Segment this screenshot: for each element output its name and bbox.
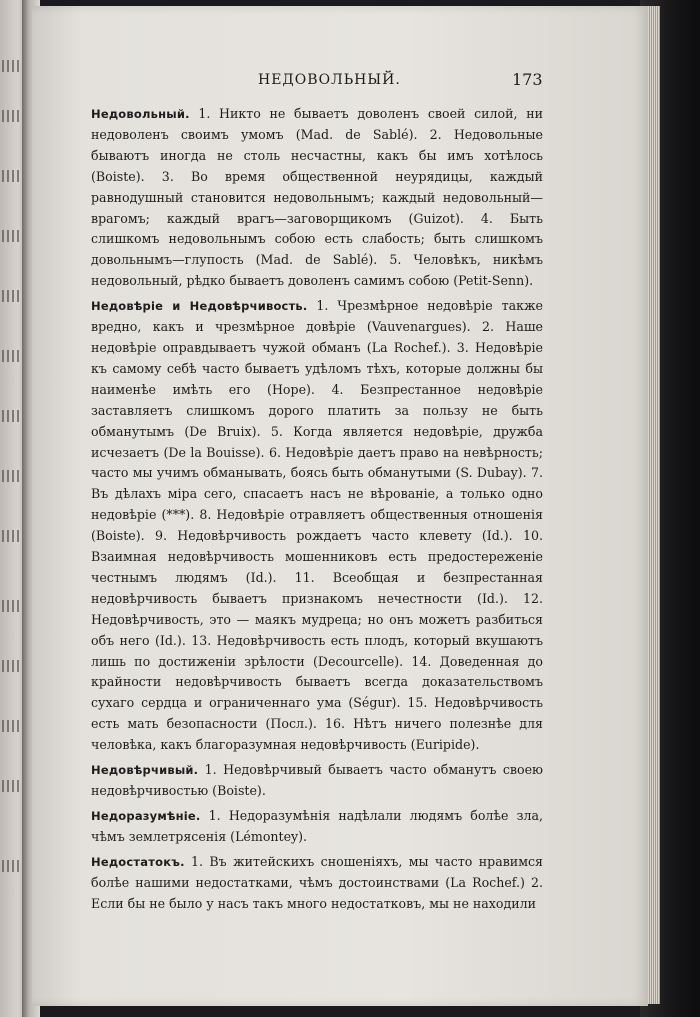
running-head: НЕДОВОЛЬНЫЙ. [258, 72, 401, 88]
facing-page-text-fragment [2, 170, 22, 182]
entry-text: 1. Недоразумѣнія надѣлали людямъ болѣе зла, чѣмъ землетрясенія (Lémontey). [91, 807, 543, 844]
facing-page-text-fragment [2, 720, 22, 732]
page-header [0, 72, 640, 96]
entry-headword: Недостатокъ. [91, 854, 185, 869]
page-number: 173 [512, 70, 543, 89]
entry-nedoverie [91, 296, 543, 756]
facing-page-text-fragment [2, 780, 22, 792]
facing-page-text-fragment [2, 470, 22, 482]
facing-page-text-fragment [2, 410, 22, 422]
page-body [91, 104, 543, 918]
facing-page-text-fragment [2, 110, 22, 122]
facing-page-text-fragment [2, 290, 22, 302]
entry-headword: Недовѣріе и Недовѣрчивость. [91, 299, 308, 314]
facing-page-text-fragment [2, 860, 22, 872]
entry-nedostatok [91, 852, 543, 915]
entry-headword: Недоразумѣніе. [91, 808, 201, 823]
entry-nedovolny [91, 104, 543, 292]
entry-nedoverchivy [91, 760, 543, 802]
facing-page-text-fragment [2, 230, 22, 242]
entry-text: 1. Чрезмѣрное недовѣріе также вредно, какъ и чрезмѣрное довѣріе (Vauvenargues). 2. Наше недовѣріе оправдываетъ чужой обманъ (La Rochef.). 3. Недовѣріе къ самому себѣ часто бываетъ удѣломъ тѣхъ, которые должны бы наименѣе имѣть его (Hope). 4. Безпрестанное недовѣріе заставляетъ слишкомъ дорого платить за пользу не быть обманутымъ (De Bruix). 5. Когда является недовѣріе, дружба исчезаетъ (De la Bouisse). 6. Недовѣріе даетъ право на невѣрность; часто мы учимъ обманывать, боясь быть обманутыми (S. Dubay). 7. Въ дѣлахъ міра сего, спасаетъ насъ не вѣрованіе, а только одно недовѣріе (***). 8. Недовѣріе отравляетъ общественныя отношенія (Boiste). 9. Недовѣрчивость рождаетъ часто клевету (Id.). 10. Взаимная недовѣрчивость мошенниковъ есть предостереженіе честнымъ людямъ (Id.). 11. Всеобщая и безпрестанная недовѣрчивость бываетъ признакомъ нечестности (Id.). 12. Недовѣрчивость, это — маякъ мудреца; но онъ можетъ разбиться объ него (Id.). 13. Недовѣрчивость есть плодъ, который вкушаютъ лишь по достиженіи зрѣлости (Decourcelle). 14. Доведенная до крайности недовѣрчивость бываетъ всегда доказательствомъ сухаго сердца и ограниченнаго ума (Ségur). 15. Недовѣрчивость есть мать безопасности (Посл.). 16. Нѣтъ ничего полезнѣе для человѣка, какъ благоразумная недовѣрчивость (Euripide). [91, 298, 543, 753]
facing-page-text-fragment [2, 60, 22, 72]
facing-page-text-fragment [2, 600, 22, 612]
facing-page-text-fragment [2, 350, 22, 362]
entry-headword: Недовѣрчивый. [91, 763, 199, 778]
entry-text: 1. Никто не бываетъ доволенъ своей силой, ни недоволенъ своимъ умомъ (Mad. de Sablé). 2. Недовольные бываютъ иногда не столь несчастны, какъ бы имъ хотѣлось (Boiste). 3. Во время общественной неурядицы, каждый равнодушный становится недовольнымъ; каждый недовольный—врагомъ; каждый врагъ—заговорщикомъ (Guizot). 4. Быть слишкомъ недовольнымъ собою есть слабость; быть слишкомъ довольнымъ—глупость (Mad. de Sablé). 5. Человѣкъ, никѣмъ недовольный, рѣдко бываетъ доволенъ самимъ собою (Petit-Senn). [91, 106, 543, 289]
facing-page-text-fragment [2, 530, 22, 542]
entry-text: 1. Въ житейскихъ сношеніяхъ, мы часто нравимся болѣе нашими недостатками, чѣмъ достоинствами (La Rochef.) 2. Если бы не было у насъ такъ много недостатковъ, мы не находили [91, 853, 543, 911]
entry-text: 1. Недовѣрчивый бываетъ часто обманутъ своею недовѣрчивостью (Boiste). [91, 762, 543, 798]
page-block-edge [646, 6, 660, 1004]
entry-nedorazumenie [91, 806, 543, 848]
entry-headword: Недовольный. [91, 107, 190, 121]
facing-page-text-fragment [2, 660, 22, 672]
